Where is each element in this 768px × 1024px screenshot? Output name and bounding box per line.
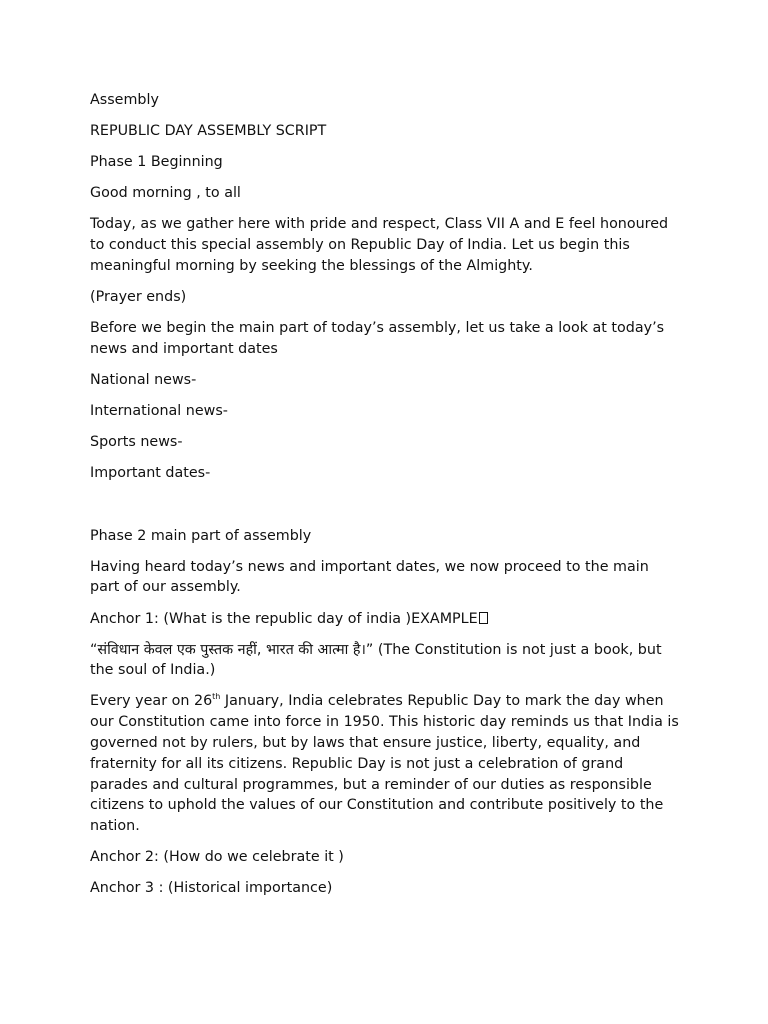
phase1-heading: Phase 1 Beginning (90, 154, 223, 171)
paragraph-lead: Every year on 26 (90, 693, 213, 710)
document-header: Assembly (90, 92, 159, 108)
anchor1-text: Anchor 1: (What is the republic day of india )EXAMPLE (90, 610, 478, 627)
quote-paragraph: “संविधान केवल एक पुस्तक नहीं, भारत की आत्मा है।” (The Constitution is not just a book, but the soul of India.) (90, 641, 662, 679)
anchor2-line: Anchor 2: (How do we celebrate it ) (90, 849, 344, 866)
document-title: REPUBLIC DAY ASSEMBLY SCRIPT (90, 123, 327, 140)
anchor3-line: Anchor 3 : (Historical importance) (90, 880, 333, 897)
paragraph-rest: January, India celebrates Republic Day to mark the day when our Constitution came into force in 1950. This historic day reminds us that India is governed not by rulers, but by laws that ensure justice, liberty, equality, and fraternity for all its citizens. Republic Day is not just a celebration of grand parades and cultural programmes, but a reminder of our duties as responsible citizens to uphold the values of our Constitution and contribute positively to the nation. (90, 693, 679, 835)
republic-day-paragraph (90, 691, 682, 837)
prayer-note: (Prayer ends) (90, 289, 187, 306)
intro-paragraph: Today, as we gather here with pride and respect, Class VII A and E feel honoured to conduct this special assembly on Republic Day of India. Let us begin this meaningful morning by seeking the blessings of the Almighty. (90, 216, 669, 274)
international-news-line: International news- (90, 403, 228, 420)
phase2-heading: Phase 2 main part of assembly (90, 527, 312, 544)
document-page (90, 90, 682, 910)
national-news-line: National news- (90, 372, 197, 389)
important-dates-line: Important dates- (90, 465, 211, 482)
missing-glyph-icon (479, 612, 488, 623)
sports-news-line: Sports news- (90, 434, 183, 451)
ordinal-superscript: th (212, 692, 221, 702)
news-intro-paragraph: Before we begin the main part of today’s assembly, let us take a look at today’s news and important dates (90, 320, 665, 357)
anchor1-line (90, 609, 682, 630)
phase2-intro-paragraph: Having heard today’s news and important dates, we now proceed to the main part of our assembly. (90, 558, 649, 596)
blank-line (90, 494, 682, 515)
greeting-line: Good morning , to all (90, 185, 241, 202)
